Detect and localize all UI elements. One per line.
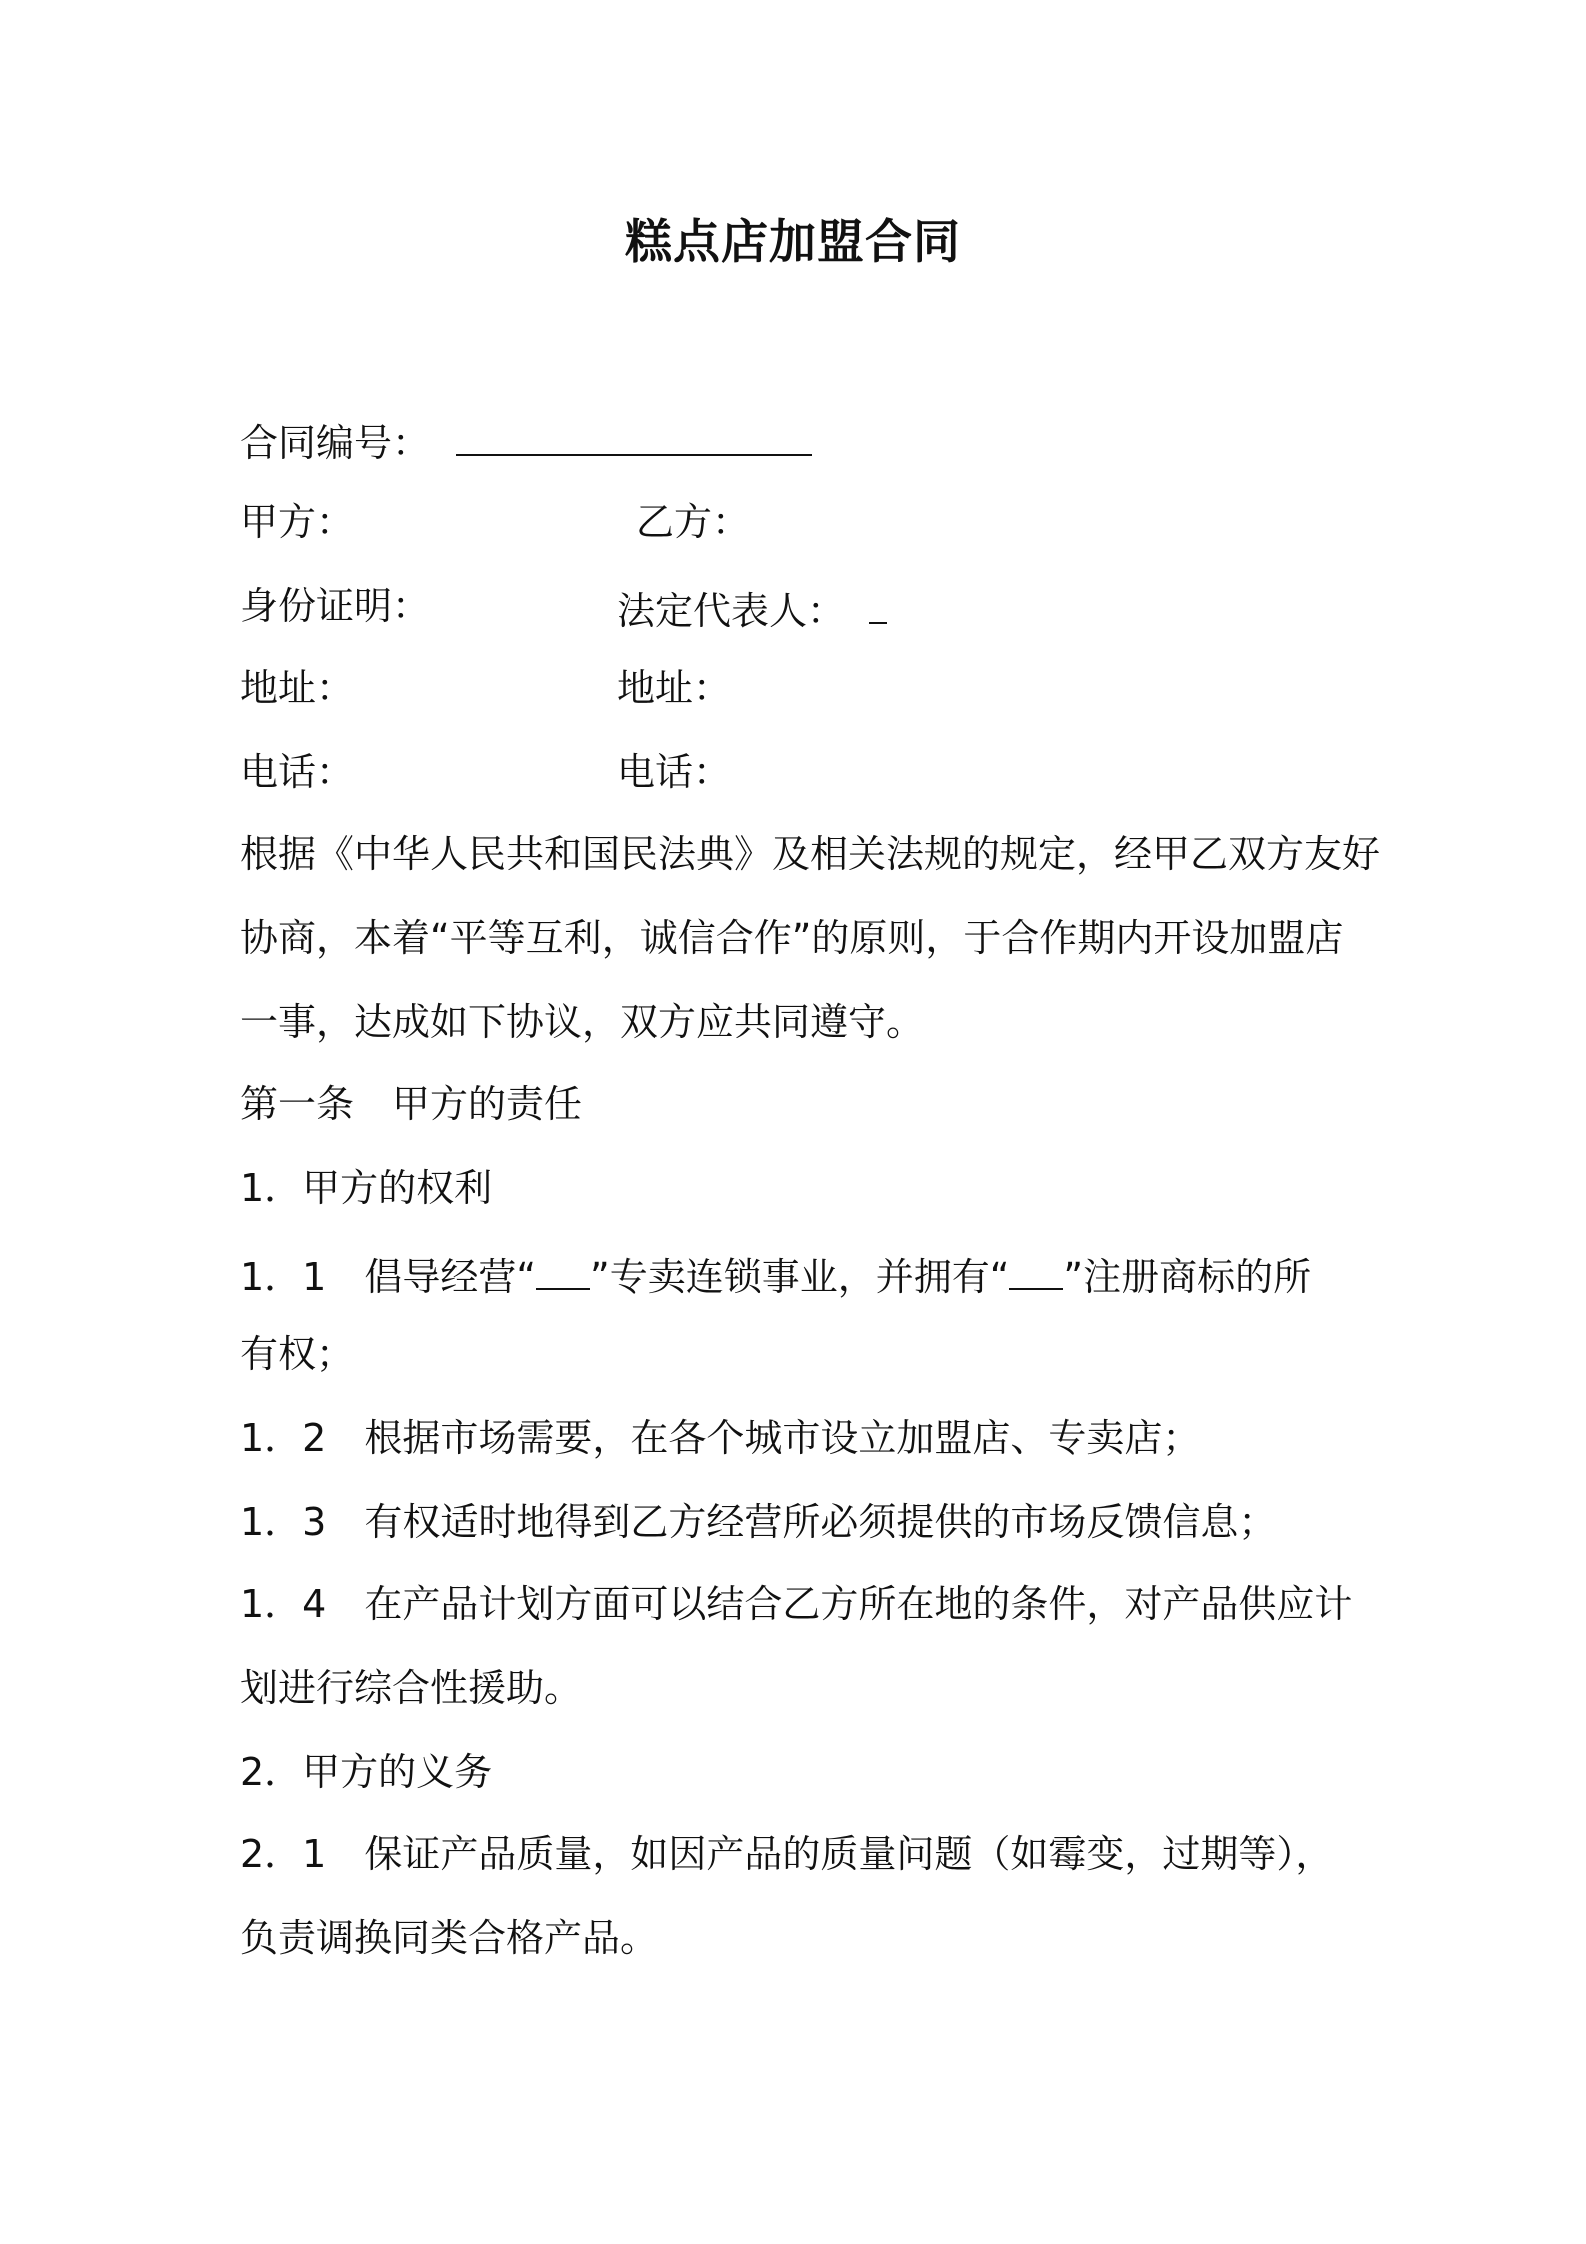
contract-number-line [240,412,812,469]
clause-1-1-number: 1．1 [240,1255,327,1299]
section-2-heading: 2．甲方的义务 [240,1750,493,1794]
legal-rep-label: 法定代表人： [617,589,846,633]
clause-1-1-text-c: ”注册商标的所 [1063,1255,1312,1299]
brand-name-blank-2 [1009,1246,1063,1290]
address-b-label: 地址： [617,666,732,710]
clause-2-1: 2．1 保证产品质量，如因产品的质量问题（如霉变，过期等）， [240,1832,1334,1876]
brand-name-blank-1 [536,1246,590,1290]
legal-rep-line [617,580,887,637]
clause-1-4: 1．4 在产品计划方面可以结合乙方所在地的条件，对产品供应计 [240,1582,1353,1626]
intro-line-3: 一事，达成如下协议，双方应共同遵守。 [240,1000,925,1044]
clause-1-4-continued: 划进行综合性援助。 [240,1666,583,1710]
clause-1-1-text-a: 倡导经营“ [364,1255,537,1299]
clause-1-1-text-b: ”专卖连锁事业，并拥有“ [590,1255,1010,1299]
phone-a-label: 电话： [240,750,355,794]
contract-number-blank [456,412,812,456]
party-b-label: 乙方： [636,500,751,544]
phone-b-label: 电话： [617,750,732,794]
article-1-heading: 第一条 甲方的责任 [240,1082,583,1126]
clause-2-1-continued: 负责调换同类合格产品。 [240,1916,659,1960]
clause-1-2: 1．2 根据市场需要，在各个城市设立加盟店、专卖店； [240,1416,1201,1460]
intro-line-1: 根据《中华人民共和国民法典》及相关法规的规定，经甲乙双方友好 [240,832,1381,876]
clause-1-1 [240,1246,1311,1303]
intro-line-2: 协商，本着“平等互利，诚信合作”的原则，于合作期内开设加盟店 [240,916,1344,960]
clause-1-3: 1．3 有权适时地得到乙方经营所必须提供的市场反馈信息； [240,1500,1277,1544]
id-label: 身份证明： [240,584,431,628]
legal-rep-blank [869,580,887,624]
party-a-label: 甲方： [240,500,355,544]
section-1-heading: 1．甲方的权利 [240,1166,493,1210]
address-a-label: 地址： [240,666,355,710]
document-title: 糕点店加盟合同 [625,215,961,270]
contract-number-label: 合同编号： [240,421,431,465]
clause-1-1-continued: 有权； [240,1332,355,1376]
